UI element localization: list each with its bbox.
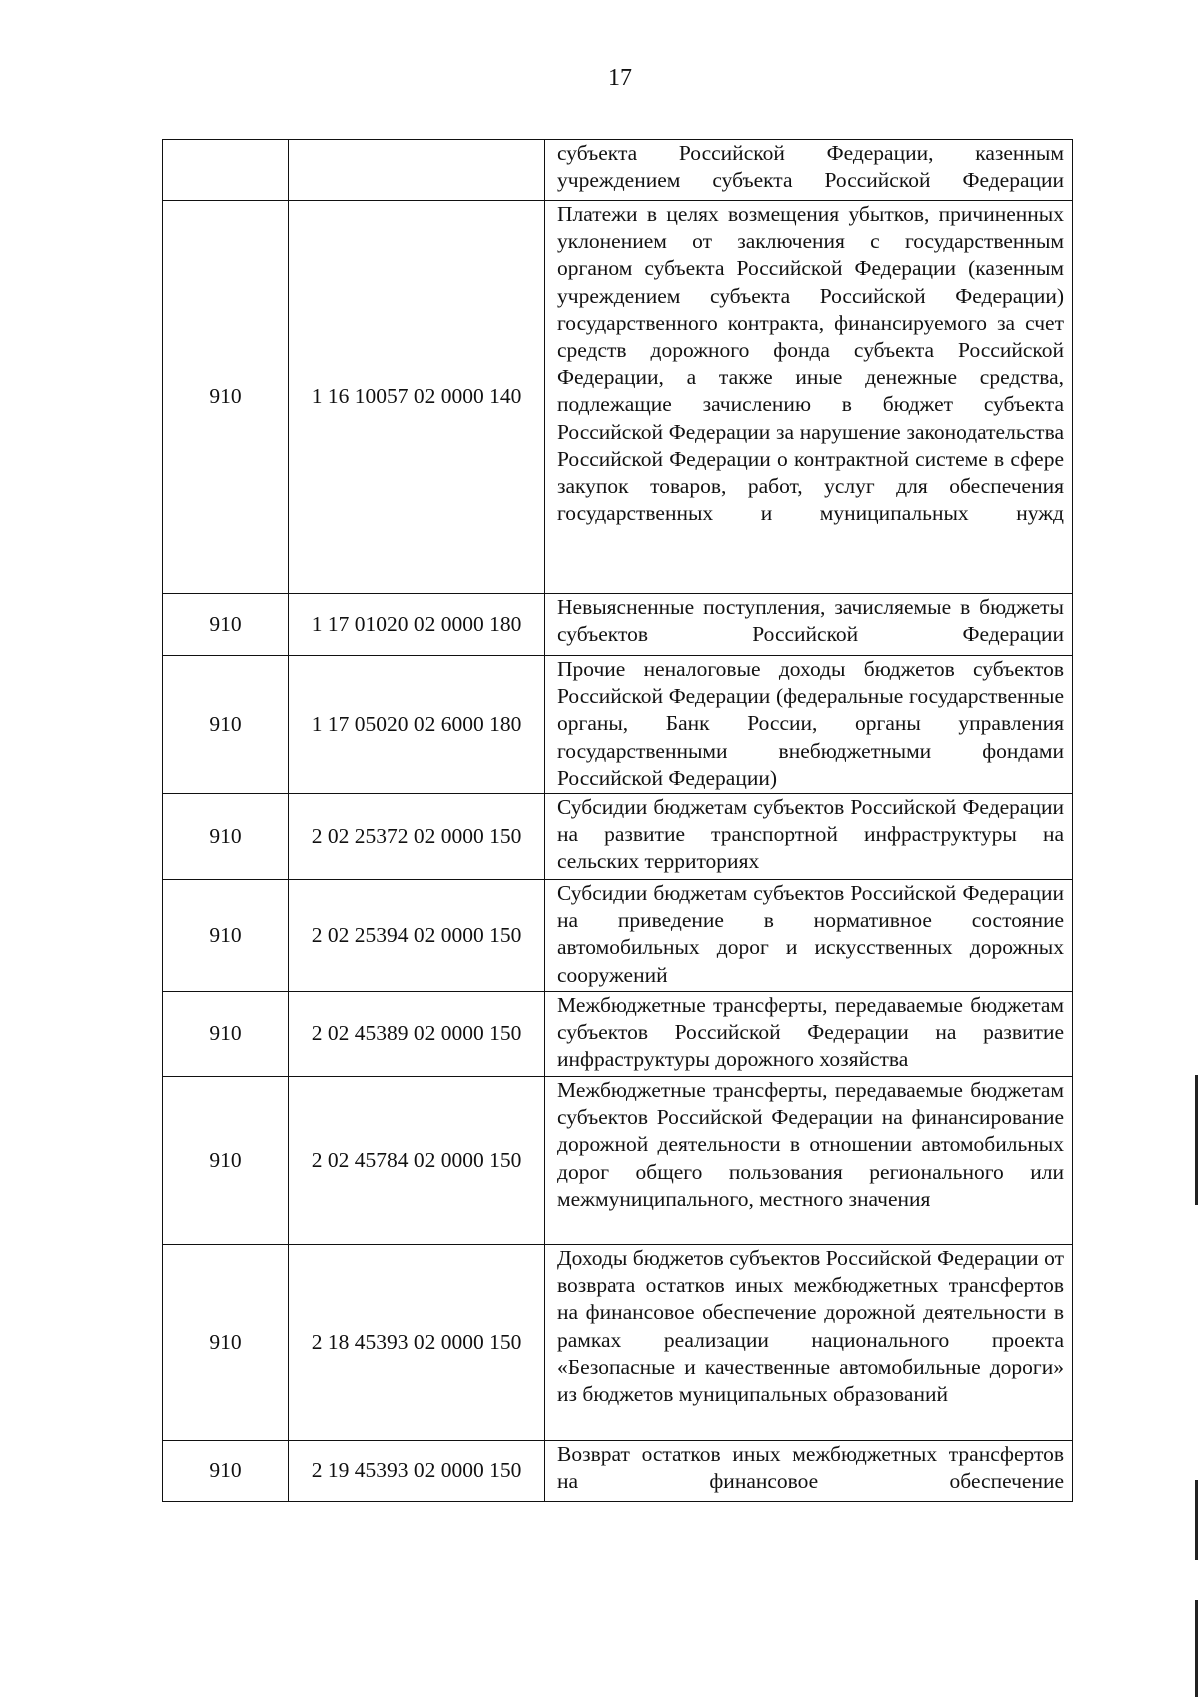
description-cell: Межбюджетные трансферты, передаваемые бюджетам субъектов Российской Федерации на развитие инфраструктуры дорожного хозяйства — [545, 992, 1073, 1077]
budget-code-cell: 2 02 45389 02 0000 150 — [289, 992, 545, 1077]
table-row — [163, 992, 1073, 1077]
budget-code-cell: 1 16 10057 02 0000 140 — [289, 201, 545, 594]
budget-code-cell: 1 17 01020 02 0000 180 — [289, 594, 545, 656]
budget-code-cell: 2 02 25394 02 0000 150 — [289, 880, 545, 992]
budget-code-cell: 2 02 45784 02 0000 150 — [289, 1077, 545, 1245]
table-row — [163, 201, 1073, 594]
admin-code-cell: 910 — [163, 656, 289, 794]
table-row — [163, 1245, 1073, 1441]
description-cell: Доходы бюджетов субъектов Российской Федерации от возврата остатков иных межбюджетных трансфертов на финансовое обеспечение дорожной деятельности в рамках реализации национального проекта «Безопасные и качественные автомобильные дороги» из бюджетов муниципальных образований — [545, 1245, 1073, 1441]
description-cell: субъекта Российской Федерации, казенным учреждением субъекта Российской Федерации — [545, 140, 1073, 201]
admin-code-cell — [163, 140, 289, 201]
description-cell: Невыясненные поступления, зачисляемые в бюджеты субъектов Российской Федерации — [545, 594, 1073, 656]
scan-edge-mark — [1195, 1600, 1198, 1697]
description-cell: Субсидии бюджетам субъектов Российской Федерации на развитие транспортной инфраструктуры на сельских территориях — [545, 794, 1073, 880]
budget-code-cell: 1 17 05020 02 6000 180 — [289, 656, 545, 794]
admin-code-cell: 910 — [163, 992, 289, 1077]
description-cell: Субсидии бюджетам субъектов Российской Федерации на приведение в нормативное состояние автомобильных дорог и искусственных дорожных сооружений — [545, 880, 1073, 992]
budget-code-cell: 2 19 45393 02 0000 150 — [289, 1441, 545, 1502]
table-row — [163, 1441, 1073, 1502]
table-row — [163, 594, 1073, 656]
admin-code-cell: 910 — [163, 1077, 289, 1245]
description-cell: Платежи в целях возмещения убытков, причиненных уклонением от заключения с государственным органом субъекта Российской Федерации (казенным учреждением субъекта Российской Федерации) государственного контракта, финансируемого за счет средств дорожного фонда субъекта Российской Федерации, а также иные денежные средства, подлежащие зачислению в бюджет субъекта Российской Федерации за нарушение законодательства Российской Федерации о контрактной системе в сфере закупок товаров, работ, услуг для обеспечения государственных и муниципальных нужд — [545, 201, 1073, 594]
budget-code-cell — [289, 140, 545, 201]
admin-code-cell: 910 — [163, 794, 289, 880]
budget-codes-table — [162, 139, 1073, 1502]
admin-code-cell: 910 — [163, 1245, 289, 1441]
budget-code-cell: 2 18 45393 02 0000 150 — [289, 1245, 545, 1441]
scan-edge-mark — [1195, 1075, 1198, 1205]
admin-code-cell: 910 — [163, 880, 289, 992]
table-row — [163, 140, 1073, 201]
table-row — [163, 794, 1073, 880]
table-row — [163, 656, 1073, 794]
budget-code-cell: 2 02 25372 02 0000 150 — [289, 794, 545, 880]
description-cell: Межбюджетные трансферты, передаваемые бюджетам субъектов Российской Федерации на финансирование дорожной деятельности в отношении автомобильных дорог общего пользования регионального или межмуниципального, местного значения — [545, 1077, 1073, 1245]
description-cell: Прочие неналоговые доходы бюджетов субъектов Российской Федерации (федеральные государственные органы, Банк России, органы управления государственными внебюджетными фондами Российской Федерации) — [545, 656, 1073, 794]
description-cell: Возврат остатков иных межбюджетных трансфертов на финансовое обеспечение — [545, 1441, 1073, 1502]
admin-code-cell: 910 — [163, 1441, 289, 1502]
table-row — [163, 1077, 1073, 1245]
admin-code-cell: 910 — [163, 201, 289, 594]
table-row — [163, 880, 1073, 992]
page-number: 17 — [608, 65, 632, 91]
scan-edge-mark — [1195, 1480, 1198, 1560]
admin-code-cell: 910 — [163, 594, 289, 656]
